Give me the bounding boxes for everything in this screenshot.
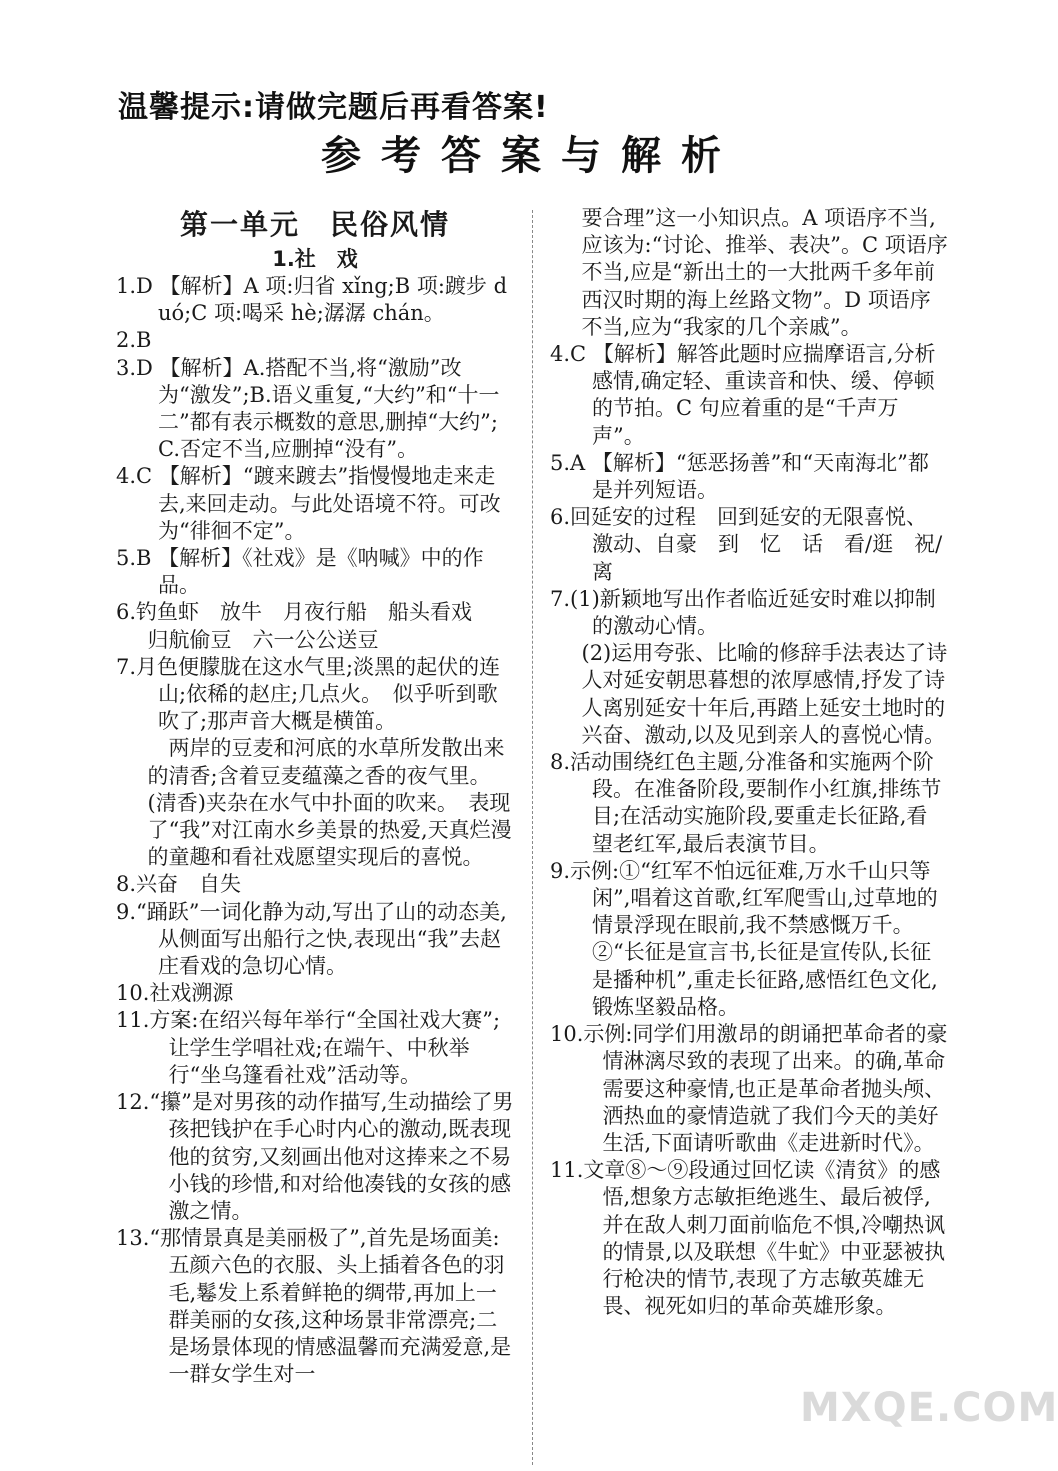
watermark-logo: MXQE.COM bbox=[800, 1385, 1058, 1431]
answer-item: 8.活动围绕红色主题,分准备和实施两个阶段。在准备阶段,要制作小红旗,排练节目;在活动实施阶段,要重走长征路,看望老红军,最后表演节目。 bbox=[550, 750, 942, 856]
answer-item: 4.C 【解析】解答此题时应揣摩语言,分析感情,确定轻、重读音和快、缓、停顿的节拍。C 句应着重的是“千声万声”。 bbox=[550, 342, 936, 448]
answer-item: 11.文章⑧～⑨段通过回忆读《清贫》的感悟,想象方志敏拒绝逃生、最后被俘,并在敌人刺刀面前临危不惧,冷嘲热讽的情景,以及联想《牛虻》中亚瑟被执行枪决的情节,表现了方志敏英雄无畏、视死如归的革命英雄形象。 bbox=[550, 1158, 946, 1319]
answer-continuation: (2)运用夸张、比喻的修辞手法表达了诗人对延安朝思暮想的浓厚感情,抒发了诗人离别延安十年后,再踏上延安土地时的兴奋、激动,以及见到亲人的喜悦心情。 bbox=[581, 641, 948, 747]
answer-item: 9.“踊跃”一词化静为动,写出了山的动态美,从侧面写出船行之快,表现出“我”去赵庄看戏的急切心情。 bbox=[116, 899, 507, 979]
page-title: 参考答案与解析 bbox=[321, 133, 741, 179]
answer-item: 5.B 【解析】《社戏》是《呐喊》中的作品。 bbox=[116, 546, 484, 598]
answer-item: 4.C 【解析】“踱来踱去”指慢慢地走来走去,来回走动。与此处语境不符。可改为“徘徊不定”。 bbox=[116, 464, 501, 543]
answer-item: 5.A 【解析】“惩恶扬善”和“天南海北”都是并列短语。 bbox=[550, 450, 929, 503]
answer-continuation: 两岸的豆麦和河底的水草所发散出来的清香;含着豆麦蕴藻之香的夜气里。 (清香)夹杂在水气中扑面的吹来。 表现了“我”对江南水乡美景的热爱,天真烂漫的童趣和看社戏愿望实现后的喜悦。 bbox=[147, 736, 512, 870]
answer-item: 11.方案:在绍兴每年举行“全国社戏大赛”;让学生学唱社戏;在端午、中秋举行“坐乌篷看社戏”活动等。 bbox=[116, 1008, 501, 1087]
right-column bbox=[550, 205, 948, 1320]
answer-continuation: 要合理”这一小知识点。A 项语序不当,应该为:“讨论、推举、表决”。C 项语序不当,应是“新出土的一大批两千多年前西汉时期的海上丝路文物”。D 项语序不当,应为“我家的几个亲戚”。 bbox=[581, 206, 948, 339]
answer-item: 7.月色便朦胧在这水气里;淡黑的起伏的连山;依稀的赵庄;几点火。 似乎听到歌吹了;那声音大概是横笛。 bbox=[116, 654, 501, 734]
left-column bbox=[116, 205, 514, 1388]
left-answer-list bbox=[116, 273, 514, 1388]
reminder-tip: 温馨提示:请做完题后再看答案! bbox=[118, 90, 549, 125]
answer-item: 6.回延安的过程 回到延安的无限喜悦、激动、自豪 到 忆 话 看/逛 祝/离 bbox=[550, 505, 943, 584]
answer-item: 1.D 【解析】A 项:归省 xǐng;B 项:踱步 duó;C 项:喝采 hè;潺潺 chán。 bbox=[116, 274, 508, 326]
answer-item: 9.示例:①“红军不怕远征难,万水千山只等闲”,唱着这首歌,红军爬雪山,过草地的情景浮现在眼前,我不禁感慨万千。②“长征是宣言书,长征是宣传队,长征是播种机”,重走长征路,感悟红色文化,锻炼坚毅品格。 bbox=[550, 858, 938, 1019]
lesson-title: 1.社 戏 bbox=[272, 247, 358, 271]
answer-item: 10.示例:同学们用激昂的朗诵把革命者的豪情淋漓尽致的表现了出来。的确,革命需要这种豪情,也正是革命者抛头颅、洒热血的豪情造就了我们今天的美好生活,下面请听歌曲《走进新时代》。 bbox=[550, 1022, 948, 1155]
answer-item: 6.钓鱼虾 放牛 月夜行船 船头看戏 bbox=[116, 600, 473, 625]
column-divider bbox=[532, 210, 533, 1465]
right-answer-list bbox=[550, 205, 948, 1320]
answer-continuation: 归航偷豆 六一公公送豆 bbox=[147, 627, 379, 652]
answer-item: 10.社戏溯源 bbox=[116, 981, 234, 1006]
answer-item: 8.兴奋 自失 bbox=[116, 872, 242, 897]
unit-title: 第一单元 民俗风情 bbox=[179, 208, 450, 241]
answer-item: 12.“攥”是对男孩的动作描写,生动描绘了男孩把钱护在手心时内心的激动,既表现他的贫穷,又刻画出他对这捧来之不易小钱的珍惜,和对给他凑钱的女孩的感激之情。 bbox=[116, 1090, 514, 1223]
answer-item: 2.B bbox=[116, 328, 152, 353]
answer-item: 13.“那情景真是美丽极了”,首先是场面美:五颜六色的衣服、头上插着各色的羽毛,鬈发上系着鲜艳的绸带,再加上一群美丽的女孩,这种场景非常漂亮;二是场景体现的情感温馨而充满爱意,是一群女学生对一 bbox=[116, 1226, 512, 1387]
answer-item: 7.(1)新颖地写出作者临近延安时难以抑制的激动心情。 bbox=[550, 586, 936, 639]
answer-item: 3.D 【解析】A.搭配不当,将“激励”改为“激发”;B.语义重复,“大约”和“十一二”都有表示概数的意思,删掉“大约”;C.否定不当,应删掉“没有”。 bbox=[116, 355, 500, 462]
